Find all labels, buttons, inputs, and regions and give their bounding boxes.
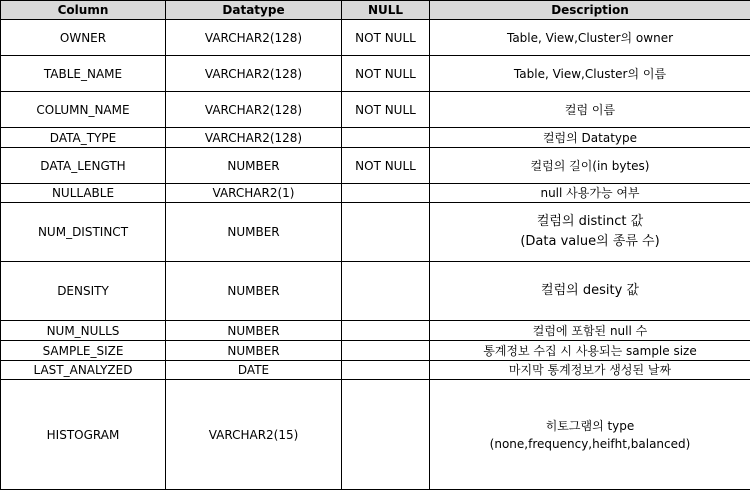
cell-null [342,380,430,490]
cell-datatype: NUMBER [166,262,342,321]
cell-column: DATA_LENGTH [1,148,166,184]
cell-null [342,361,430,380]
cell-column: DATA_TYPE [1,128,166,148]
cell-datatype: VARCHAR2(15) [166,380,342,490]
header-null: NULL [342,1,430,20]
cell-description [430,184,750,203]
table-row [1,128,750,148]
desc-line: null 사용가능 여부 [540,186,640,200]
cell-null [342,203,430,262]
desc-line: 컬럼에 포함된 null 수 [532,323,648,338]
cell-datatype: VARCHAR2(128) [166,20,342,56]
cell-description [430,128,750,148]
cell-datatype: DATE [166,361,342,380]
cell-description [430,262,750,321]
table-row [1,380,750,490]
cell-datatype: VARCHAR2(128) [166,128,342,148]
header-column: Column [1,1,166,20]
cell-column: LAST_ANALYZED [1,361,166,380]
table-row [1,92,750,128]
table-row [1,203,750,262]
cell-column: SAMPLE_SIZE [1,341,166,361]
desc-line: (none,frequency,heifht,balanced) [489,436,691,451]
desc-line: 마지막 통계정보가 생성된 날짜 [508,363,672,377]
cell-datatype: NUMBER [166,203,342,262]
table-row [1,321,750,341]
table-row [1,148,750,184]
table-row [1,56,750,92]
cell-null [342,184,430,203]
desc-line: 컬럼의 distinct 값 [536,214,644,229]
cell-description [430,380,750,490]
table-row [1,361,750,380]
cell-column: COLUMN_NAME [1,92,166,128]
header-row [1,1,750,20]
desc-line: 컬럼 이름 [564,102,616,117]
cell-null: NOT NULL [342,56,430,92]
desc-line: 컬럼의 desity 값 [541,283,639,298]
cell-column: DENSITY [1,262,166,321]
cell-description [430,321,750,341]
cell-column: NUM_DISTINCT [1,203,166,262]
cell-description [430,361,750,380]
cell-column: HISTOGRAM [1,380,166,490]
cell-null: NOT NULL [342,148,430,184]
cell-datatype: VARCHAR2(1) [166,184,342,203]
cell-null: NOT NULL [342,20,430,56]
cell-description [430,203,750,262]
cell-column: OWNER [1,20,166,56]
cell-null: NOT NULL [342,92,430,128]
table-row [1,341,750,361]
cell-description [430,56,750,92]
cell-null [342,262,430,321]
desc-line: Table, View,Cluster의 owner [506,30,674,45]
cell-null [342,128,430,148]
header-datatype: Datatype [166,1,342,20]
cell-datatype: NUMBER [166,321,342,341]
table-row [1,262,750,321]
cell-description [430,20,750,56]
table-row [1,20,750,56]
cell-datatype: VARCHAR2(128) [166,56,342,92]
cell-description [430,148,750,184]
desc-line: 히토그램의 type [545,418,635,433]
cell-datatype: VARCHAR2(128) [166,92,342,128]
cell-datatype: NUMBER [166,341,342,361]
desc-line: 통계정보 수집 시 사용되는 sample size [483,343,697,358]
cell-description [430,92,750,128]
desc-line: 컬럼의 길이(in bytes) [530,158,650,173]
cell-column: TABLE_NAME [1,56,166,92]
cell-datatype: NUMBER [166,148,342,184]
header-description: Description [430,1,750,20]
cell-null [342,341,430,361]
cell-column: NUM_NULLS [1,321,166,341]
cell-description [430,341,750,361]
cell-null [342,321,430,341]
desc-line: (Data value의 종류 수) [520,234,660,249]
desc-line: Table, View,Cluster의 이름 [513,66,667,81]
cell-column: NULLABLE [1,184,166,203]
desc-line: 컬럼의 Datatype [542,130,638,145]
table-row [1,184,750,203]
